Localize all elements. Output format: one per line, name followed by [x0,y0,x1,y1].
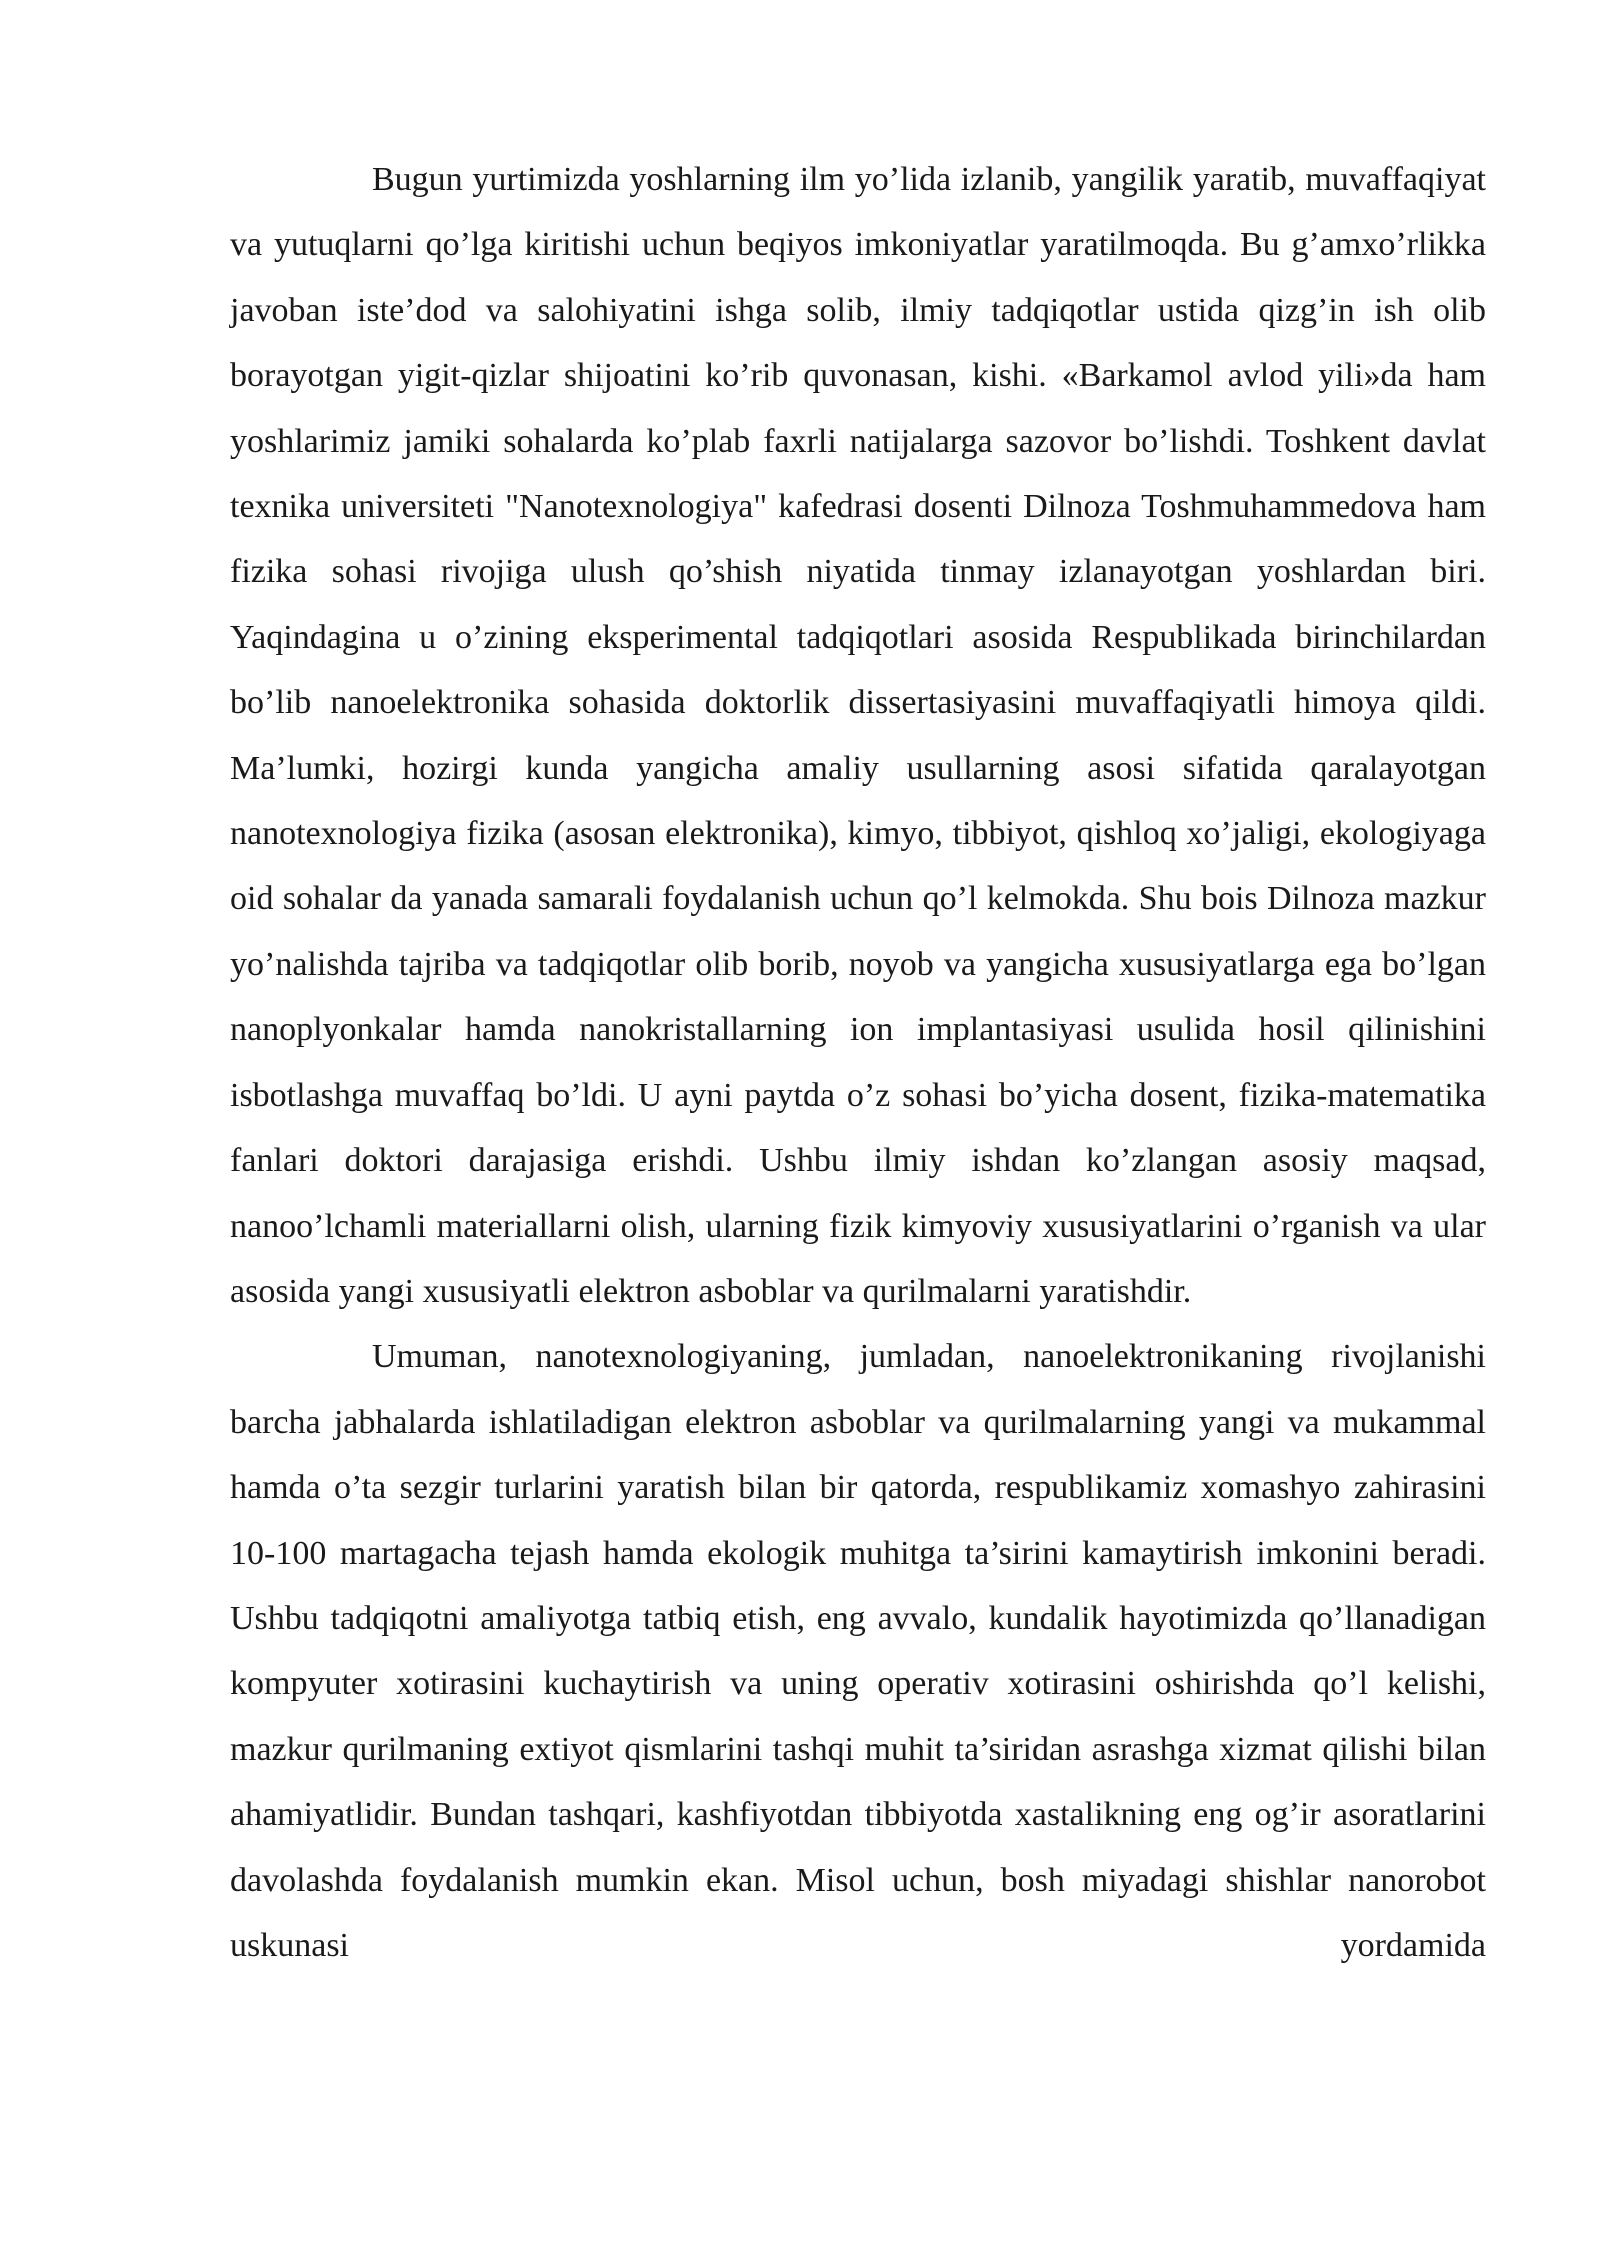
paragraph-1: Bugun yurtimizda yoshlarning ilm yo’lida izlanib, yangilik yaratib, muvaffaqiyat va yutuqlarni qo’lga kiritishi uchun beqiyos imkoniyatlar yaratilmoqda. Bu g’amxo’rlikka javoban iste’dod va salohiyatini ishga solib, ilmiy tadqiqotlar ustida qizg’in ish olib borayotgan yigit-qizlar shijoatini ko’rib quvonasan, kishi. «Barkamol avlod yili»da ham yoshlarimiz jamiki sohalarda ko’plab faxrli natijalarga sazovor bo’lishdi. Toshkent davlat texnika universiteti "Nanotexnologiya" kafedrasi dosenti Dilnoza Toshmuhammedova ham fizika sohasi rivojiga ulush qo’shish niyatida tinmay izlanayotgan yoshlardan biri. Yaqindagina u o’zining eksperimental tadqiqotlari asosida Respublikada birinchilardan bo’lib nanoelektronika sohasida doktorlik dissertasiyasini muvaffaqiyatli himoya qildi. Ma’lumki, hozirgi kunda yangicha amaliy usullarning asosi sifatida qaralayotgan nanotexnologiya fizika (asosan elektronika), kimyo, tibbiyot, qishloq xo’jaligi, ekologiyaga oid sohalar da yanada samarali foydalanish uchun qo’l kelmokda. Shu bois Dilnoza mazkur yo’nalishda tajriba va tadqiqotlar olib borib, noyob va yangicha xususiyatlarga ega bo’lgan nanoplyonkalar hamda nanokristallarning ion implantasiyasi usulida hosil qilinishini isbotlashga muvaffaq bo’ldi. U ayni paytda o’z sohasi bo’yicha dosent, fizika-matematika fanlari doktori darajasiga erishdi. Ushbu ilmiy ishdan ko’zlangan asosiy maqsad, nanoo’lchamli materiallarni olish, ularning fizik kimyoviy xususiyatlarini o’rganish va ular asosida yangi xususiyatli elektron asboblar va qurilmalarni yaratishdir. [230,161,1486,1310]
paragraph-2: Umuman, nanotexnologiyaning, jumladan, nanoelektronikaning rivojlanishi barcha jabhalarda ishlatiladigan elektron asboblar va qurilmalarning yangi va mukammal hamda o’ta sezgir turlarini yaratish bilan bir qatorda, respublikamiz xomashyo zahirasini 10-100 martagacha tejash hamda ekologik muhitga ta’sirini kamaytirish imkonini beradi. Ushbu tadqiqotni amaliyotga tatbiq etish, eng avvalo, kundalik hayotimizda qo’llanadigan kompyuter xotirasini kuchaytirish va uning operativ xotirasini oshirishda qo’l kelishi, mazkur qurilmaning extiyot qismlarini tashqi muhit ta’siridan asrashga xizmat qilishi bilan ahamiyatlidir. Bundan tashqari, kashfiyotdan tibbiyotda xastalikning eng og’ir asoratlarini davolashda foydalanish mumkin ekan. Misol uchun, bosh miyadagi shishlar nanorobot uskunasi yordamida [230,1338,1486,1964]
body-text [230,147,1486,1978]
